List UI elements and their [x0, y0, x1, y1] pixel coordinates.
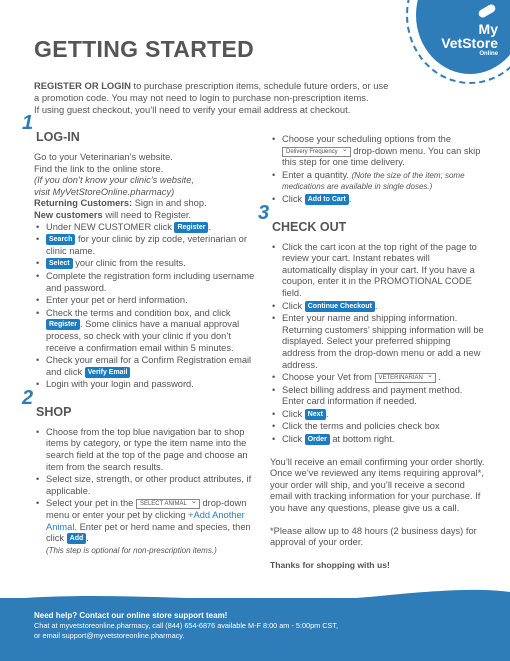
list-item: • Complete the registration form including username and password.: [34, 271, 256, 294]
list-item: • Enter your pet or herd information.: [34, 295, 256, 307]
login-note: visit MyVetStoreOnline.pharmacy): [34, 186, 175, 197]
login-steps: [34, 222, 256, 391]
footer-line-1: Chat at myvetstoreonline.pharmacy, call (844) 654-6876 available M-F 8:00 am - 5:00pm CST,: [34, 621, 339, 630]
checkout-section-header: [258, 201, 485, 238]
list-item: [34, 258, 256, 270]
list-item: • Click Add to Cart .: [270, 194, 485, 206]
shop-steps-continued: [270, 134, 485, 206]
new-text: will need to Register.: [102, 209, 192, 220]
page-title: GETTING STARTED: [34, 36, 255, 62]
delivery-frequency-dropdown[interactable]: Delivery Frequency ⌄: [282, 147, 351, 157]
returning-label: Returning Customers:: [34, 198, 133, 209]
logo-text: [441, 22, 498, 57]
list-item: • Click the terms and policies check box: [270, 421, 485, 433]
add-animal-link[interactable]: +Add Another Animal: [46, 510, 245, 532]
logo: [414, 0, 510, 80]
list-item: • Click Continue Checkout .: [270, 301, 485, 313]
list-item: • Choose your Vet from VETERINARIAN ⌄ .: [270, 372, 485, 384]
step-text: drop-down menu or enter your pet by clicking: [46, 498, 247, 521]
step-text: drop-down menu. You can skip this step for one time delivery.: [282, 145, 481, 168]
register-button[interactable]: Register: [174, 222, 208, 233]
returning-text: Sign in and shop.: [132, 198, 207, 209]
shop-section-header: [22, 386, 256, 423]
section-number: 2: [22, 386, 34, 409]
list-item: • Select your pet in the SELECT ANIMAL ⌄ drop-down menu or enter your pet by clicking +Add Another Animal. Enter pet or herd name and species, then click Add . (This step is optional for non-prescription items.): [34, 498, 256, 556]
list-item: • Click the cart icon at the top right of the page to review your cart. Instant rebates will automatically display in your cart. If you have a coupon, enter it in the PROMOTIONAL CODE field.: [270, 242, 485, 300]
list-item: • Enter your name and shipping information. Returning customers’ shipping information will be displayed. Select your preferred shipping address from the drop-down menu or add a new address.: [270, 313, 485, 371]
footer-heading: Need help? Contact our online store support team!: [34, 611, 228, 620]
shop-steps: [34, 427, 256, 557]
step-text: Click: [282, 408, 305, 419]
left-column: [22, 112, 256, 557]
step-note: (Note the size of the item; some medications are available in single doses.): [282, 170, 465, 192]
order-button[interactable]: Order: [305, 434, 330, 445]
add-button[interactable]: Add: [67, 533, 87, 544]
footer-line-2: or email support@myvetstoreonline.pharmacy.: [34, 631, 185, 640]
intro-lead: REGISTER OR LOGIN: [34, 80, 131, 91]
list-item: • Choose from the top blue navigation bar to shop items by category, or type the item name into the search field at the top of the page and choose an item from the search results.: [34, 427, 256, 473]
list-item: [34, 355, 256, 378]
select-button[interactable]: Select: [46, 258, 73, 269]
veterinarian-dropdown[interactable]: VETERINARIAN ⌄: [375, 373, 436, 383]
list-item: [270, 170, 485, 193]
approval-note: *Please allow up to 48 hours (2 business days) for approval of your order.: [270, 525, 477, 548]
section-title: SHOP: [36, 404, 72, 419]
step-text: Click: [282, 193, 305, 204]
next-button[interactable]: Next: [305, 409, 326, 420]
new-label: New customers: [34, 209, 103, 220]
step-text: Check your email for a Confirm Registration email and click: [46, 355, 252, 377]
step-text: . Enter pet or herd name and species, then click: [46, 521, 251, 544]
section-number: 3: [258, 201, 270, 224]
step-text: at bottom right.: [329, 434, 395, 445]
step-text: Click: [282, 300, 305, 311]
verify-email-button[interactable]: Verify Email: [85, 367, 131, 378]
login-note: (If you don’t know your clinic’s website,: [34, 175, 195, 186]
list-item: • Click Next .: [270, 409, 485, 421]
intro-paragraph: [34, 80, 474, 117]
list-item: • Login with your login and password.: [34, 379, 256, 391]
step-text: . Some clinics have a manual approval process, so check with your clinic if you don’t receive a confirmation email within 5 minutes.: [46, 319, 240, 353]
list-item: • Select billing address and payment method. Enter card information if needed.: [270, 385, 485, 408]
step-text: Check the terms and condition box, and click: [46, 307, 231, 318]
logo-line-3: Online: [479, 51, 498, 57]
list-item: [34, 308, 256, 354]
step-text: for your clinic by zip code, veterinarian or clinic name.: [46, 234, 247, 256]
thanks-text: Thanks for shopping with us!: [270, 559, 390, 570]
search-button[interactable]: Search: [46, 234, 75, 245]
step-text: Click: [282, 434, 305, 445]
step-text: Choose your scheduling options from the: [282, 134, 451, 144]
login-section-header: [22, 112, 256, 148]
logo-line-1: My: [478, 21, 498, 37]
list-item: [270, 434, 485, 446]
step-text: Under NEW CUSTOMER click: [46, 221, 175, 232]
step-text: your clinic from the results.: [72, 258, 186, 269]
section-title: CHECK OUT: [272, 219, 347, 234]
logo-line-2: VetStore: [441, 35, 498, 51]
list-item: [270, 134, 485, 169]
step-note: (This step is optional for non-prescription items.): [46, 545, 217, 555]
intro-line-3: If using guest checkout, you’ll need to verify your email address at checkout.: [34, 104, 351, 116]
step-text: Choose your Vet from: [282, 372, 375, 383]
login-text: Go to your Veterinarian’s website.: [34, 152, 173, 162]
footer-text: [34, 611, 338, 641]
add-to-cart-button[interactable]: Add to Cart: [305, 194, 349, 205]
step-text: Enter a quantity.: [282, 169, 352, 180]
select-animal-dropdown[interactable]: SELECT ANIMAL ⌄: [136, 499, 200, 509]
checkout-steps: [270, 242, 485, 446]
login-text: Find the link to the online store.: [34, 163, 164, 174]
continue-checkout-button[interactable]: Continue Checkout: [305, 301, 375, 312]
list-item: • Under NEW CUSTOMER click Register .: [34, 222, 256, 234]
step-text: Select your pet in the: [46, 498, 136, 509]
intro-line-2: a promotion code. You may not need to login to purchase non-prescription items.: [34, 92, 369, 104]
register-button[interactable]: Register: [46, 319, 80, 330]
right-column: [258, 134, 485, 571]
confirmation-paragraph: You’ll receive an email confirming your order shortly. Once we’ve reviewed any items requiring approval*, your order will ship, and you’ll receive a second email with tracking information for your purchase. If you have any questions, please give us a call.: [270, 456, 485, 514]
section-number: 1: [22, 112, 34, 134]
list-item: • Select size, strength, or other product attributes, if applicable.: [34, 474, 256, 497]
intro-line-1: to purchase prescription items, schedule future orders, or use: [130, 80, 389, 91]
list-item: [34, 234, 256, 257]
section-title: LOG-IN: [36, 130, 80, 144]
